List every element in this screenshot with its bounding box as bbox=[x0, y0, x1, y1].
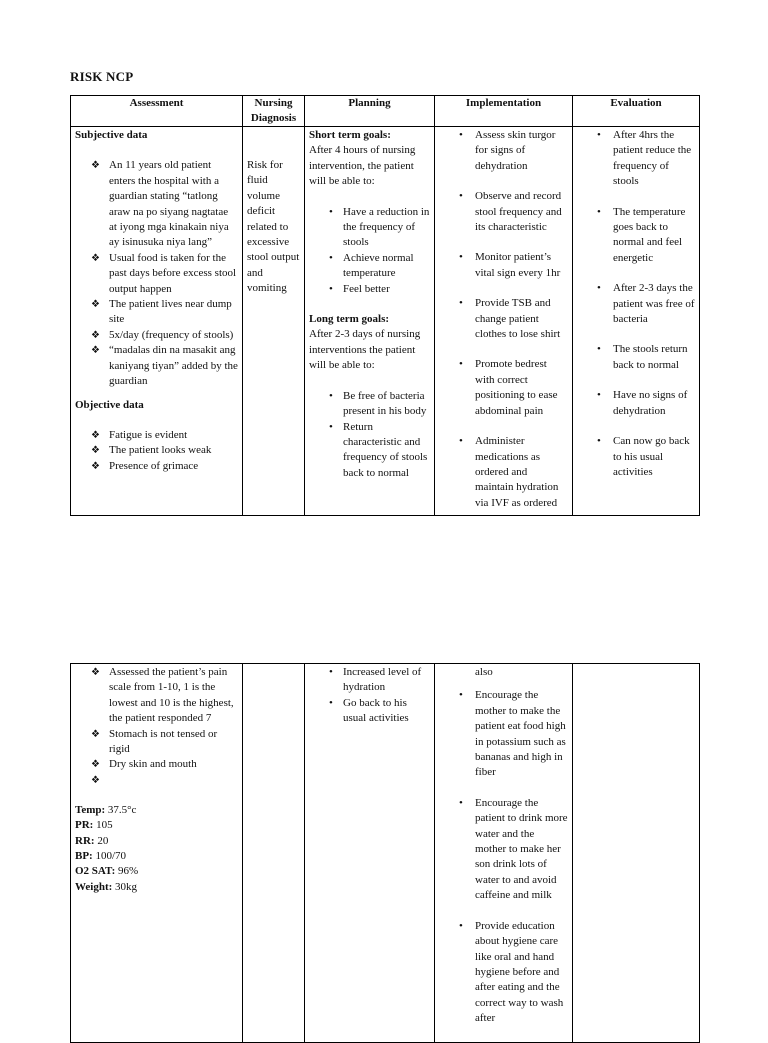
evaluation-cell bbox=[573, 127, 700, 516]
list-item: ❖ Assessed the patient’s pain scale from 1-10, 1 is the lowest and 10 is the highest, the patient responded 7 bbox=[75, 665, 238, 727]
list-item: • Feel better bbox=[309, 282, 430, 297]
list-item: • Encourage the mother to make the patient eat food high in potassium such as bananas and high in fiber bbox=[439, 688, 568, 780]
list-item: ❖ The patient looks weak bbox=[75, 443, 238, 458]
header-implementation: Implementation bbox=[435, 96, 573, 127]
subjective-data-label: Subjective data bbox=[75, 129, 148, 141]
list-item: ❖ Dry skin and mouth bbox=[75, 757, 238, 772]
list-item: ❖ The patient lives near dump site bbox=[75, 297, 238, 328]
long-term-list bbox=[309, 389, 430, 481]
list-item: • Provide education about hygiene care like oral and hand hygiene before and after eating and the correct way to wash after bbox=[439, 919, 568, 1027]
implementation-cell-continued bbox=[435, 664, 573, 1043]
list-item bbox=[75, 773, 238, 788]
short-term-goals-label: Short term goals: bbox=[309, 129, 391, 141]
vital-bp: BP: 100/70 bbox=[75, 850, 127, 863]
list-item: • Have no signs of dehydration bbox=[577, 388, 695, 419]
list-item: • Encourage the patient to drink more water and the mother to make her son drink lots of water to and avoid caffeine and milk bbox=[439, 796, 568, 904]
vital-temp: Temp: 37.5°c bbox=[75, 803, 137, 816]
table-header-row bbox=[71, 96, 700, 127]
short-term-intro: After 4 hours of nursing intervention, the patient will be able to: bbox=[309, 144, 416, 188]
planning-cell bbox=[305, 127, 435, 516]
header-evaluation: Evaluation bbox=[573, 96, 700, 127]
implementation-list-continued bbox=[439, 688, 568, 1026]
vital-pr: PR: 105 bbox=[75, 819, 113, 832]
list-item: • Monitor patient’s vital sign every 1hr bbox=[439, 250, 568, 281]
list-item: ❖ An 11 years old patient enters the hospital with a guardian stating “tatlong araw na po siyang nagtatae at iyong mga kinakain niya ay isinusuka niya lang” bbox=[75, 158, 238, 250]
list-item: ❖ “madalas din na masakit ang kaniyang tiyan” added by the guardian bbox=[75, 343, 238, 389]
list-item: • Go back to his usual activities bbox=[309, 696, 430, 727]
list-item: ❖ Fatigue is evident bbox=[75, 428, 238, 443]
nursing-diagnosis-cell bbox=[243, 127, 305, 516]
vital-o2-sat: O2 SAT: 96% bbox=[75, 865, 139, 878]
nursing-diagnosis-text: Risk for fluid volume deficit related to excessive stool output and vomiting bbox=[247, 159, 300, 295]
list-item: • Return characteristic and frequency of stools back to normal bbox=[309, 420, 430, 482]
header-assessment: Assessment bbox=[71, 96, 243, 127]
vital-rr: RR: 20 bbox=[75, 834, 109, 847]
list-item: • The temperature goes back to normal and feel energetic bbox=[577, 205, 695, 267]
list-item: • After 4hrs the patient reduce the frequency of stools bbox=[577, 128, 695, 190]
page-title: RISK NCP bbox=[70, 69, 134, 84]
header-nursing-diagnosis: Nursing Diagnosis bbox=[243, 96, 305, 127]
list-item: • Be free of bacteria present in his body bbox=[309, 389, 430, 420]
objective-list bbox=[75, 428, 238, 474]
short-term-list bbox=[309, 205, 430, 297]
implementation-continued-text: also bbox=[475, 666, 493, 678]
objective-data-label: Objective data bbox=[75, 398, 144, 411]
list-item: ❖ Usual food is taken for the past days before excess stool output happen bbox=[75, 251, 238, 297]
subjective-list bbox=[75, 158, 238, 389]
list-item: • Assess skin turgor for signs of dehydration bbox=[439, 128, 568, 174]
assessment-cell bbox=[71, 127, 243, 516]
implementation-list bbox=[439, 128, 568, 511]
assessment-cell-continued bbox=[71, 664, 243, 1043]
list-item: • Can now go back to his usual activities bbox=[577, 434, 695, 480]
implementation-cell bbox=[435, 127, 573, 516]
header-planning: Planning bbox=[305, 96, 435, 127]
long-term-list-continued bbox=[309, 665, 430, 727]
list-item: ❖ 5x/day (frequency of stools) bbox=[75, 328, 238, 343]
long-term-goals-label: Long term goals: bbox=[309, 313, 390, 326]
list-item: • Have a reduction in the frequency of stools bbox=[309, 205, 430, 251]
evaluation-list bbox=[577, 128, 695, 480]
list-item: • Increased level of hydration bbox=[309, 665, 430, 696]
list-item: • Promote bedrest with correct positioning to ease abdominal pain bbox=[439, 357, 568, 419]
long-term-intro: After 2-3 days of nursing interventions the patient will be able to: bbox=[309, 328, 421, 372]
vital-weight: Weight: 30kg bbox=[75, 880, 138, 893]
list-item: • Observe and record stool frequency and its characteristic bbox=[439, 189, 568, 235]
objective-list-continued bbox=[75, 665, 238, 788]
list-item: • After 2-3 days the patient was free of bacteria bbox=[577, 281, 695, 327]
list-item: • Provide TSB and change patient clothes to lose shirt bbox=[439, 296, 568, 342]
table-row bbox=[71, 664, 700, 1043]
planning-cell-continued bbox=[305, 664, 435, 1043]
list-item: • Administer medications as ordered and maintain hydration via IVF as ordered bbox=[439, 434, 568, 511]
list-item: • The stools return back to normal bbox=[577, 342, 695, 373]
evaluation-cell-continued bbox=[573, 664, 700, 1043]
list-item: • Achieve normal temperature bbox=[309, 251, 430, 282]
list-item: ❖ Presence of grimace bbox=[75, 459, 238, 474]
ncp-table-continued bbox=[70, 663, 700, 1043]
nursing-diagnosis-cell-continued bbox=[243, 664, 305, 1043]
table-row bbox=[71, 127, 700, 516]
list-item: ❖ Stomach is not tensed or rigid bbox=[75, 727, 238, 758]
ncp-table bbox=[70, 95, 700, 516]
